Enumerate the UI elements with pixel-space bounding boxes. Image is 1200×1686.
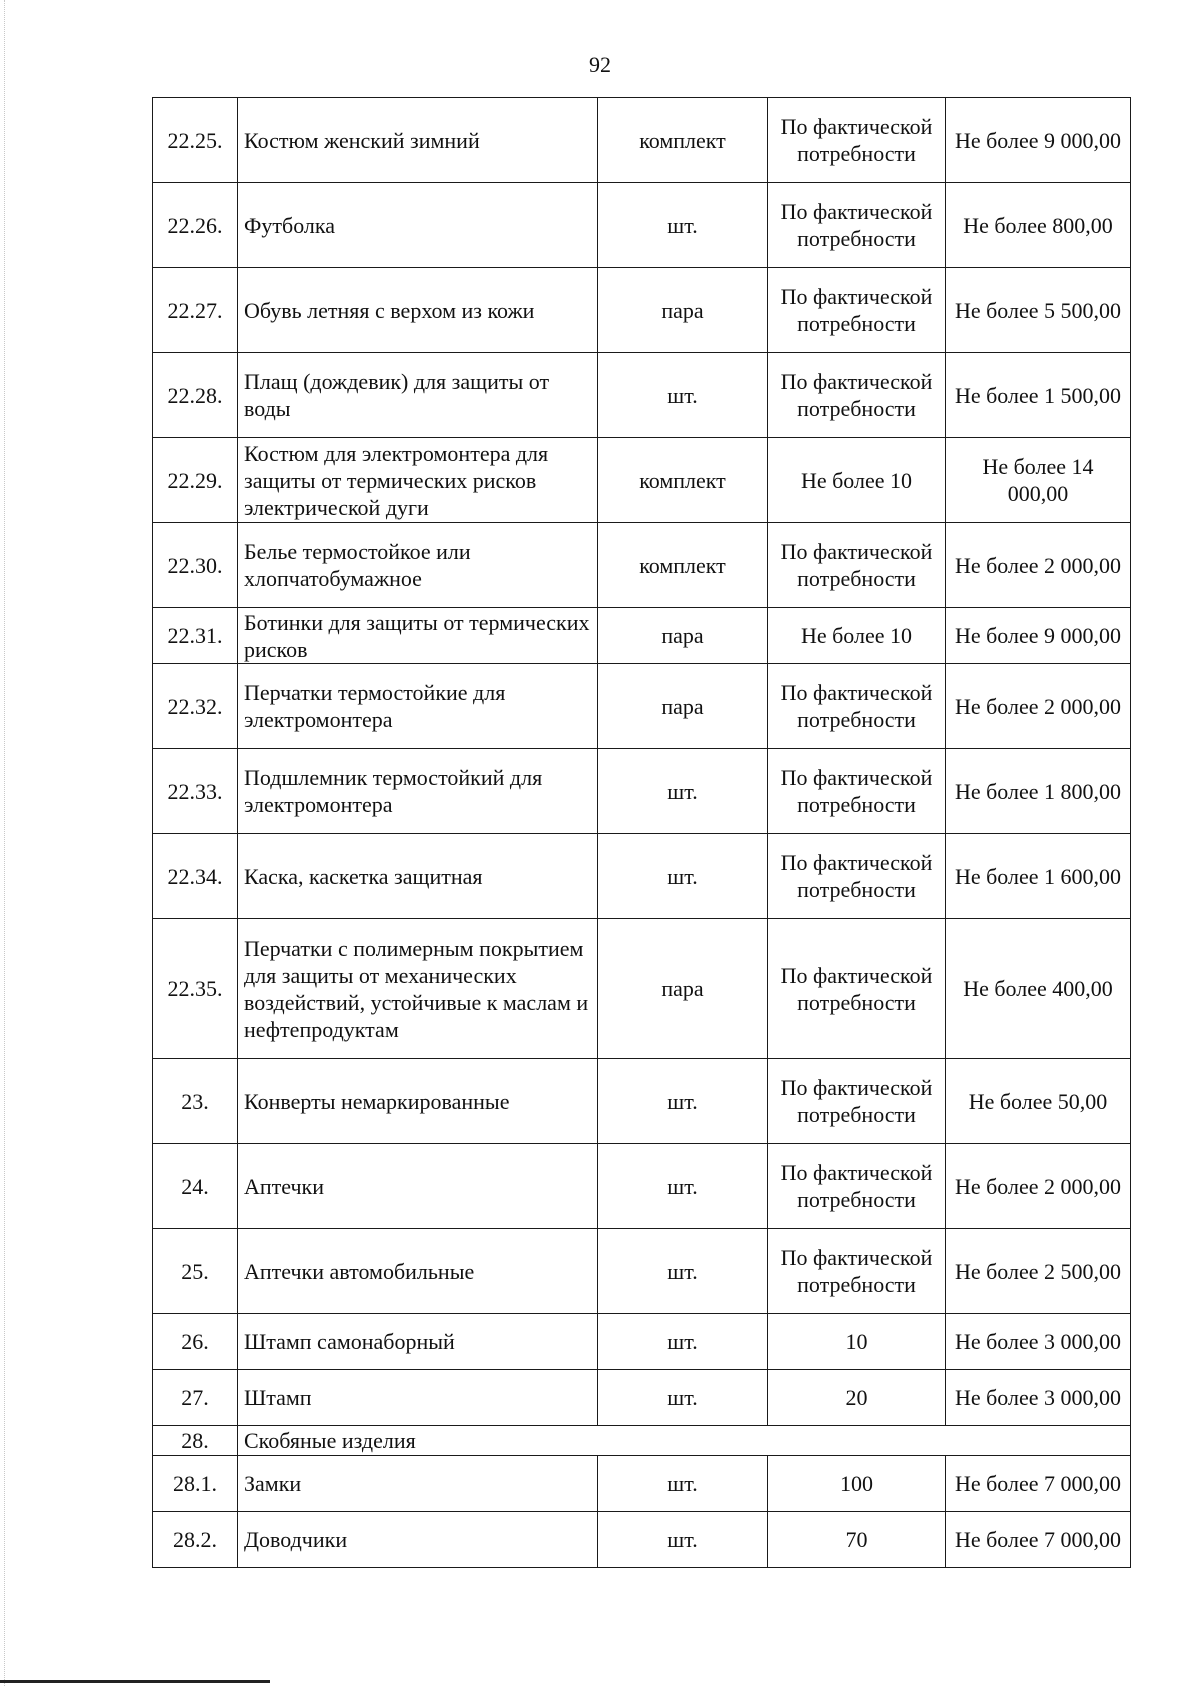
item-name: Костюм женский зимний <box>238 98 598 183</box>
item-unit: шт. <box>598 1059 768 1144</box>
item-unit: шт. <box>598 1229 768 1314</box>
section-row <box>153 1426 1131 1456</box>
item-name: Штамп самонаборный <box>238 1314 598 1370</box>
table-row <box>153 523 1131 608</box>
item-quantity: По фактической потребности <box>768 268 946 353</box>
item-name: Перчатки термостойкие для электромонтера <box>238 664 598 749</box>
table-row <box>153 834 1131 919</box>
item-name: Замки <box>238 1456 598 1512</box>
item-unit: шт. <box>598 1370 768 1426</box>
item-quantity: По фактической потребности <box>768 749 946 834</box>
item-unit: шт. <box>598 834 768 919</box>
item-number: 23. <box>153 1059 238 1144</box>
item-quantity: По фактической потребности <box>768 834 946 919</box>
item-quantity: По фактической потребности <box>768 919 946 1059</box>
item-unit: комплект <box>598 98 768 183</box>
item-price: Не более 9 000,00 <box>946 98 1131 183</box>
item-quantity: 100 <box>768 1456 946 1512</box>
table-row <box>153 1144 1131 1229</box>
item-quantity: По фактической потребности <box>768 1229 946 1314</box>
bottom-rule <box>0 1680 270 1683</box>
item-name: Штамп <box>238 1370 598 1426</box>
table-row <box>153 353 1131 438</box>
item-quantity: По фактической потребности <box>768 664 946 749</box>
section-title: Скобяные изделия <box>238 1426 1131 1456</box>
item-quantity: По фактической потребности <box>768 523 946 608</box>
item-quantity: По фактической потребности <box>768 353 946 438</box>
table-row <box>153 664 1131 749</box>
item-price: Не более 800,00 <box>946 183 1131 268</box>
item-price: Не более 1 600,00 <box>946 834 1131 919</box>
item-number: 22.33. <box>153 749 238 834</box>
table-row <box>153 98 1131 183</box>
item-quantity: 10 <box>768 1314 946 1370</box>
item-name: Плащ (дождевик) для защиты от воды <box>238 353 598 438</box>
item-quantity: 20 <box>768 1370 946 1426</box>
item-price: Не более 7 000,00 <box>946 1456 1131 1512</box>
item-number: 28.1. <box>153 1456 238 1512</box>
item-quantity: Не более 10 <box>768 608 946 664</box>
item-unit: шт. <box>598 749 768 834</box>
table-row <box>153 1059 1131 1144</box>
item-name: Футболка <box>238 183 598 268</box>
item-unit: комплект <box>598 523 768 608</box>
item-quantity: Не более 10 <box>768 438 946 523</box>
table-row <box>153 1314 1131 1370</box>
item-number: 22.27. <box>153 268 238 353</box>
item-number: 22.26. <box>153 183 238 268</box>
item-number: 22.34. <box>153 834 238 919</box>
scan-margin-line <box>4 0 6 1686</box>
item-quantity: 70 <box>768 1512 946 1568</box>
item-name: Костюм для электромонтера для защиты от термических рисков электрической дуги <box>238 438 598 523</box>
item-unit: пара <box>598 608 768 664</box>
item-number: 22.29. <box>153 438 238 523</box>
item-number: 22.25. <box>153 98 238 183</box>
item-quantity: По фактической потребности <box>768 183 946 268</box>
item-number: 25. <box>153 1229 238 1314</box>
item-name: Аптечки автомобильные <box>238 1229 598 1314</box>
item-name: Каска, каскетка защитная <box>238 834 598 919</box>
item-number: 27. <box>153 1370 238 1426</box>
item-unit: шт. <box>598 353 768 438</box>
item-unit: пара <box>598 919 768 1059</box>
item-price: Не более 2 000,00 <box>946 523 1131 608</box>
item-price: Не более 7 000,00 <box>946 1512 1131 1568</box>
table-row <box>153 1370 1131 1426</box>
item-name: Подшлемник термостойкий для электромонтера <box>238 749 598 834</box>
table-row <box>153 919 1131 1059</box>
table-row <box>153 1512 1131 1568</box>
table-row <box>153 1456 1131 1512</box>
item-name: Ботинки для защиты от термических рисков <box>238 608 598 664</box>
item-name: Перчатки с полимерным покрытием для защиты от механических воздействий, устойчивые к маслам и нефтепродуктам <box>238 919 598 1059</box>
item-name: Конверты немаркированные <box>238 1059 598 1144</box>
item-number: 22.35. <box>153 919 238 1059</box>
item-price: Не более 1 500,00 <box>946 353 1131 438</box>
item-price: Не более 400,00 <box>946 919 1131 1059</box>
item-unit: шт. <box>598 1144 768 1229</box>
item-price: Не более 1 800,00 <box>946 749 1131 834</box>
item-price: Не более 9 000,00 <box>946 608 1131 664</box>
item-number: 22.30. <box>153 523 238 608</box>
item-number: 22.31. <box>153 608 238 664</box>
item-number: 28.2. <box>153 1512 238 1568</box>
item-unit: комплект <box>598 438 768 523</box>
item-price: Не более 2 000,00 <box>946 664 1131 749</box>
item-unit: пара <box>598 664 768 749</box>
item-unit: шт. <box>598 183 768 268</box>
table-row <box>153 183 1131 268</box>
item-price: Не более 3 000,00 <box>946 1314 1131 1370</box>
item-number: 22.28. <box>153 353 238 438</box>
item-unit: шт. <box>598 1314 768 1370</box>
item-price: Не более 14 000,00 <box>946 438 1131 523</box>
item-price: Не более 50,00 <box>946 1059 1131 1144</box>
item-quantity: По фактической потребности <box>768 1059 946 1144</box>
item-unit: пара <box>598 268 768 353</box>
table-row <box>153 438 1131 523</box>
table-row <box>153 749 1131 834</box>
item-name: Обувь летняя с верхом из кожи <box>238 268 598 353</box>
item-unit: шт. <box>598 1456 768 1512</box>
table-row <box>153 1229 1131 1314</box>
item-price: Не более 3 000,00 <box>946 1370 1131 1426</box>
item-number: 22.32. <box>153 664 238 749</box>
item-quantity: По фактической потребности <box>768 98 946 183</box>
item-price: Не более 2 000,00 <box>946 1144 1131 1229</box>
item-name: Доводчики <box>238 1512 598 1568</box>
item-price: Не более 2 500,00 <box>946 1229 1131 1314</box>
table-row <box>153 608 1131 664</box>
item-number: 24. <box>153 1144 238 1229</box>
item-number: 28. <box>153 1426 238 1456</box>
page-number: 92 <box>589 52 611 77</box>
specification-table <box>152 97 1131 1568</box>
item-number: 26. <box>153 1314 238 1370</box>
item-quantity: По фактической потребности <box>768 1144 946 1229</box>
item-name: Белье термостойкое или хлопчатобумажное <box>238 523 598 608</box>
item-unit: шт. <box>598 1512 768 1568</box>
item-name: Аптечки <box>238 1144 598 1229</box>
table-row <box>153 268 1131 353</box>
item-price: Не более 5 500,00 <box>946 268 1131 353</box>
